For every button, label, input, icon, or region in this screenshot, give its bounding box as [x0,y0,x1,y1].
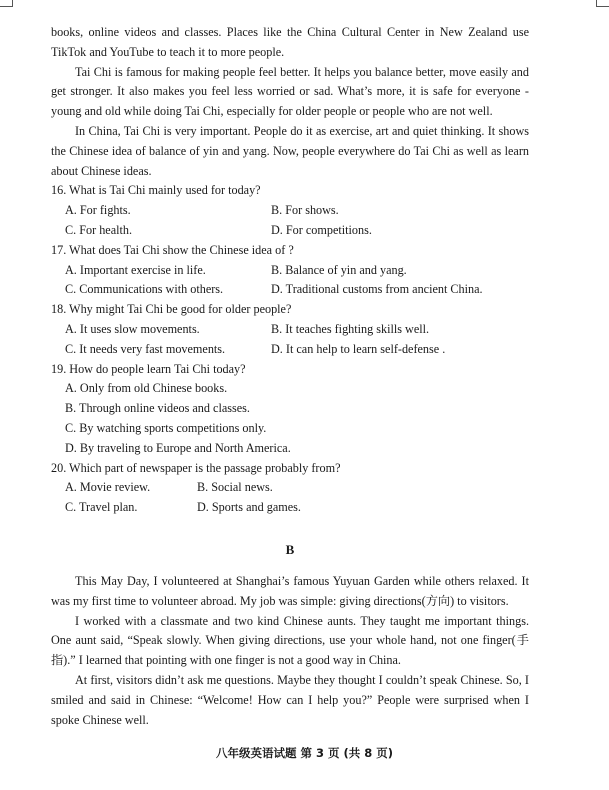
crop-mark-left [0,0,13,7]
question-16-options [51,201,529,241]
section-b-paragraph-3: At first, visitors didn’t ask me questions. Maybe they thought I couldn’t speak Chinese. So, I smiled and said in Chinese: “Welcome! How can I help you?” People were surprised when I spoke Chinese well. [51,672,529,727]
option: A. For fights. [65,203,131,218]
option: D. Sports and games. [197,500,301,515]
question-20-options [51,478,529,518]
option: B. Through online videos and classes. [65,401,250,416]
question-18-stem: 18. Why might Tai Chi be good for older people? [51,302,292,317]
section-b-title: B [285,541,295,557]
option: B. Social news. [197,480,273,495]
option: D. Traditional customs from ancient China. [271,282,483,297]
option: B. For shows. [271,203,339,218]
question-17-options [51,261,529,301]
question-19-options [51,379,529,458]
page-footer: 八年级英语试题 第 3 页 (共 8 页) [215,746,394,760]
option: C. For health. [65,222,133,237]
crop-mark-right [596,0,609,7]
option: C. Communications with others. [65,282,224,297]
option: B. It teaches fighting skills well. [271,321,430,336]
section-b-paragraph-1: This May Day, I volunteered at Shanghai’s famous Yuyuan Garden while others relaxed. It was my first time to volunteer abroad. My job was simple: giving directions(方向) to visitors. [51,573,529,608]
option: D. By traveling to Europe and North America. [65,440,291,455]
passage-a-paragraph-2: Tai Chi is famous for making people feel better. It helps you balance better, move easily and get stronger. It also makes you feel less worried or sad. What’s more, it is safe for everyone -young and old while doing Tai Chi, especially for older people or people who are not well. [51,64,529,119]
question-20-stem: 20. Which part of newspaper is the passage probably from? [51,460,341,475]
option: A. Movie review. [65,480,151,495]
passage-a-paragraph-3: In China, Tai Chi is very important. People do it as exercise, art and quiet thinking. It shows the Chinese idea of balance of yin and yang. Now, people everywhere do Tai Chi as well as learn about Chinese ideas. [51,123,529,178]
option: C. Travel plan. [65,500,138,515]
question-19-stem: 19. How do people learn Tai Chi today? [51,361,246,376]
option: A. It uses slow movements. [65,321,200,336]
page-content [51,23,529,730]
option: D. For competitions. [271,222,372,237]
option: B. Balance of yin and yang. [271,262,407,277]
section-b-paragraph-2: I worked with a classmate and two kind Chinese aunts. They taught me important things. One aunt said, “Speak slowly. When giving directions, use your whole hand, not one finger(手指).” I learned that pointing with one finger is not a good way in China. [51,613,529,668]
option: D. It can help to learn self-defense . [271,341,446,356]
option: C. By watching sports competitions only. [65,420,267,435]
question-18-options [51,320,529,360]
question-16-stem: 16. What is Tai Chi mainly used for today? [51,183,261,198]
option: A. Important exercise in life. [65,262,206,277]
passage-a-paragraph-1: books, online videos and classes. Places like the China Cultural Center in New Zealand use TikTok and YouTube to teach it to more people. [51,25,529,59]
option: A. Only from old Chinese books. [65,381,228,396]
question-17-stem: 17. What does Tai Chi show the Chinese idea of ? [51,242,294,257]
option: C. It needs very fast movements. [65,341,226,356]
